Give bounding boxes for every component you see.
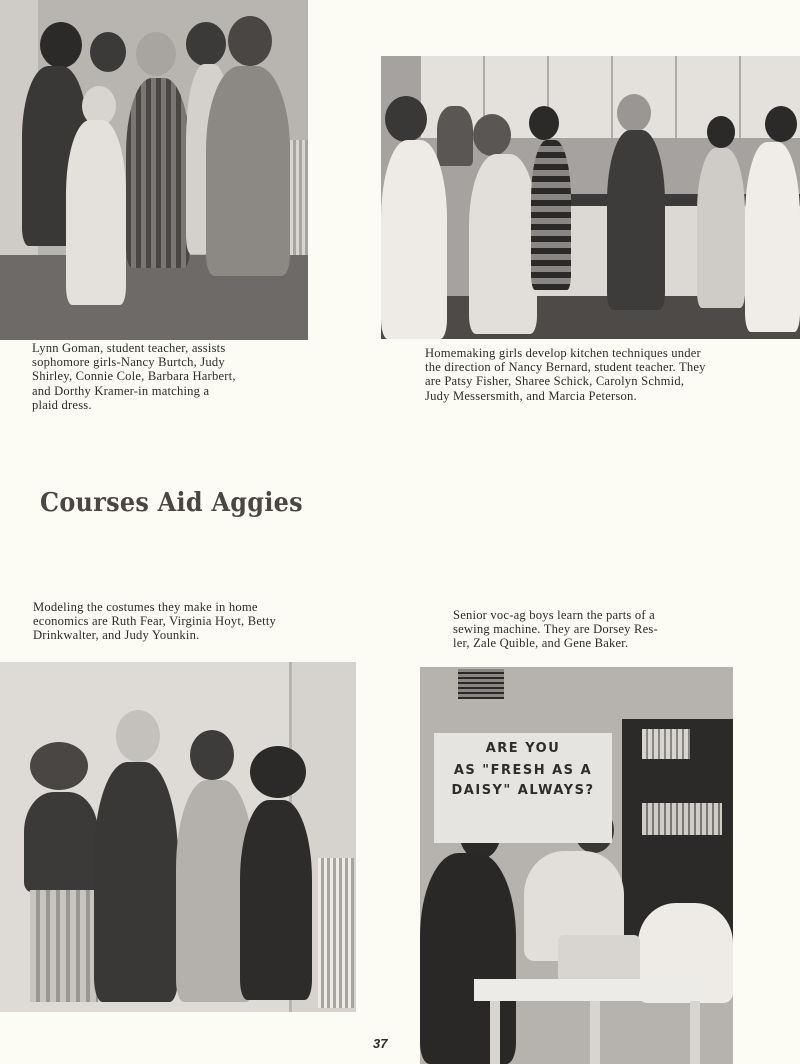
caption-line: ler, Zale Quible, and Gene Baker. [453,636,629,651]
caption-line: economics are Ruth Fear, Virginia Hoyt, Betty [33,614,277,629]
figure-head [186,22,226,66]
photo-books [642,803,722,835]
caption-line: Shirley, Connie Cole, Barbara Harbert, [32,369,236,384]
caption-line: Lynn Goman, student teacher, assists [32,341,226,355]
figure-head [228,16,272,66]
figure-head [190,730,234,780]
figure-body [66,120,126,305]
figure-skirt-plaid [30,890,98,1002]
photo-radiator [318,858,354,1008]
figure-head [385,96,427,142]
caption-line: the direction of Nancy Bernard, student teacher. They [425,360,706,375]
photo-plant [437,106,473,166]
figure-body [240,800,312,1000]
figure-head [40,22,82,68]
figure-body [469,154,537,334]
photo-homemaking-kitchen [381,56,800,339]
photo-table-legs [490,1001,700,1064]
sign-line: DAISY" ALWAYS? [451,783,595,798]
caption-top-left [32,341,322,412]
photo-sewing-machine-object [558,935,640,985]
figure-head [707,116,735,148]
sign-line: ARE YOU [485,741,561,756]
figure-body [94,762,178,1002]
poster-sign [434,733,612,843]
photo-modeling-costumes [0,662,356,1012]
caption-line: Modeling the costumes they make in home [33,600,258,614]
caption-line: sewing machine. They are Dorsey Res- [453,622,658,637]
figure-head [90,32,126,72]
caption-line: Homemaking girls develop kitchen techniques under [425,346,701,360]
caption-line: Judy Messersmith, and Marcia Peterson. [425,388,637,403]
figure-body [745,142,800,332]
figure-body [607,130,665,310]
figure-head [136,32,176,76]
figure-body-plaid [126,78,190,268]
figure-head [617,94,651,132]
figure-head [765,106,797,142]
caption-line: sophomore girls-Nancy Burtch, Judy [32,355,225,370]
caption-line: Senior voc-ag boys learn the parts of a [453,608,655,622]
figure-head [116,710,160,762]
caption-bottom-left [33,600,343,643]
page-number: 37 [373,1036,388,1051]
caption-top-right [425,346,770,403]
sign-line: AS "FRESH AS A [453,763,593,778]
photo-table [474,979,714,1001]
page-title: Courses Aid Aggies [40,488,303,518]
photo-sewing-machine [420,667,733,1064]
caption-line: and Dorthy Kramer-in matching a [32,383,210,398]
figure-head [658,863,698,907]
figure-head [250,746,306,798]
figure-body [206,66,290,276]
caption-bottom-right [453,608,713,651]
photo-books [642,729,690,759]
photo-vent [458,669,504,699]
figure-body [381,140,447,339]
figure-body-striped [531,140,571,290]
caption-line: Drinkwalter, and Judy Younkin. [33,628,200,643]
caption-line: are Patsy Fisher, Sharee Schick, Carolyn Schmid, [425,374,685,389]
figure-head [473,114,511,156]
figure-body [24,792,98,892]
figure-body [697,148,745,308]
photo-sophomore-girls [0,0,308,340]
caption-line: plaid dress. [32,397,92,412]
figure-head [529,106,559,140]
figure-head [30,742,88,790]
